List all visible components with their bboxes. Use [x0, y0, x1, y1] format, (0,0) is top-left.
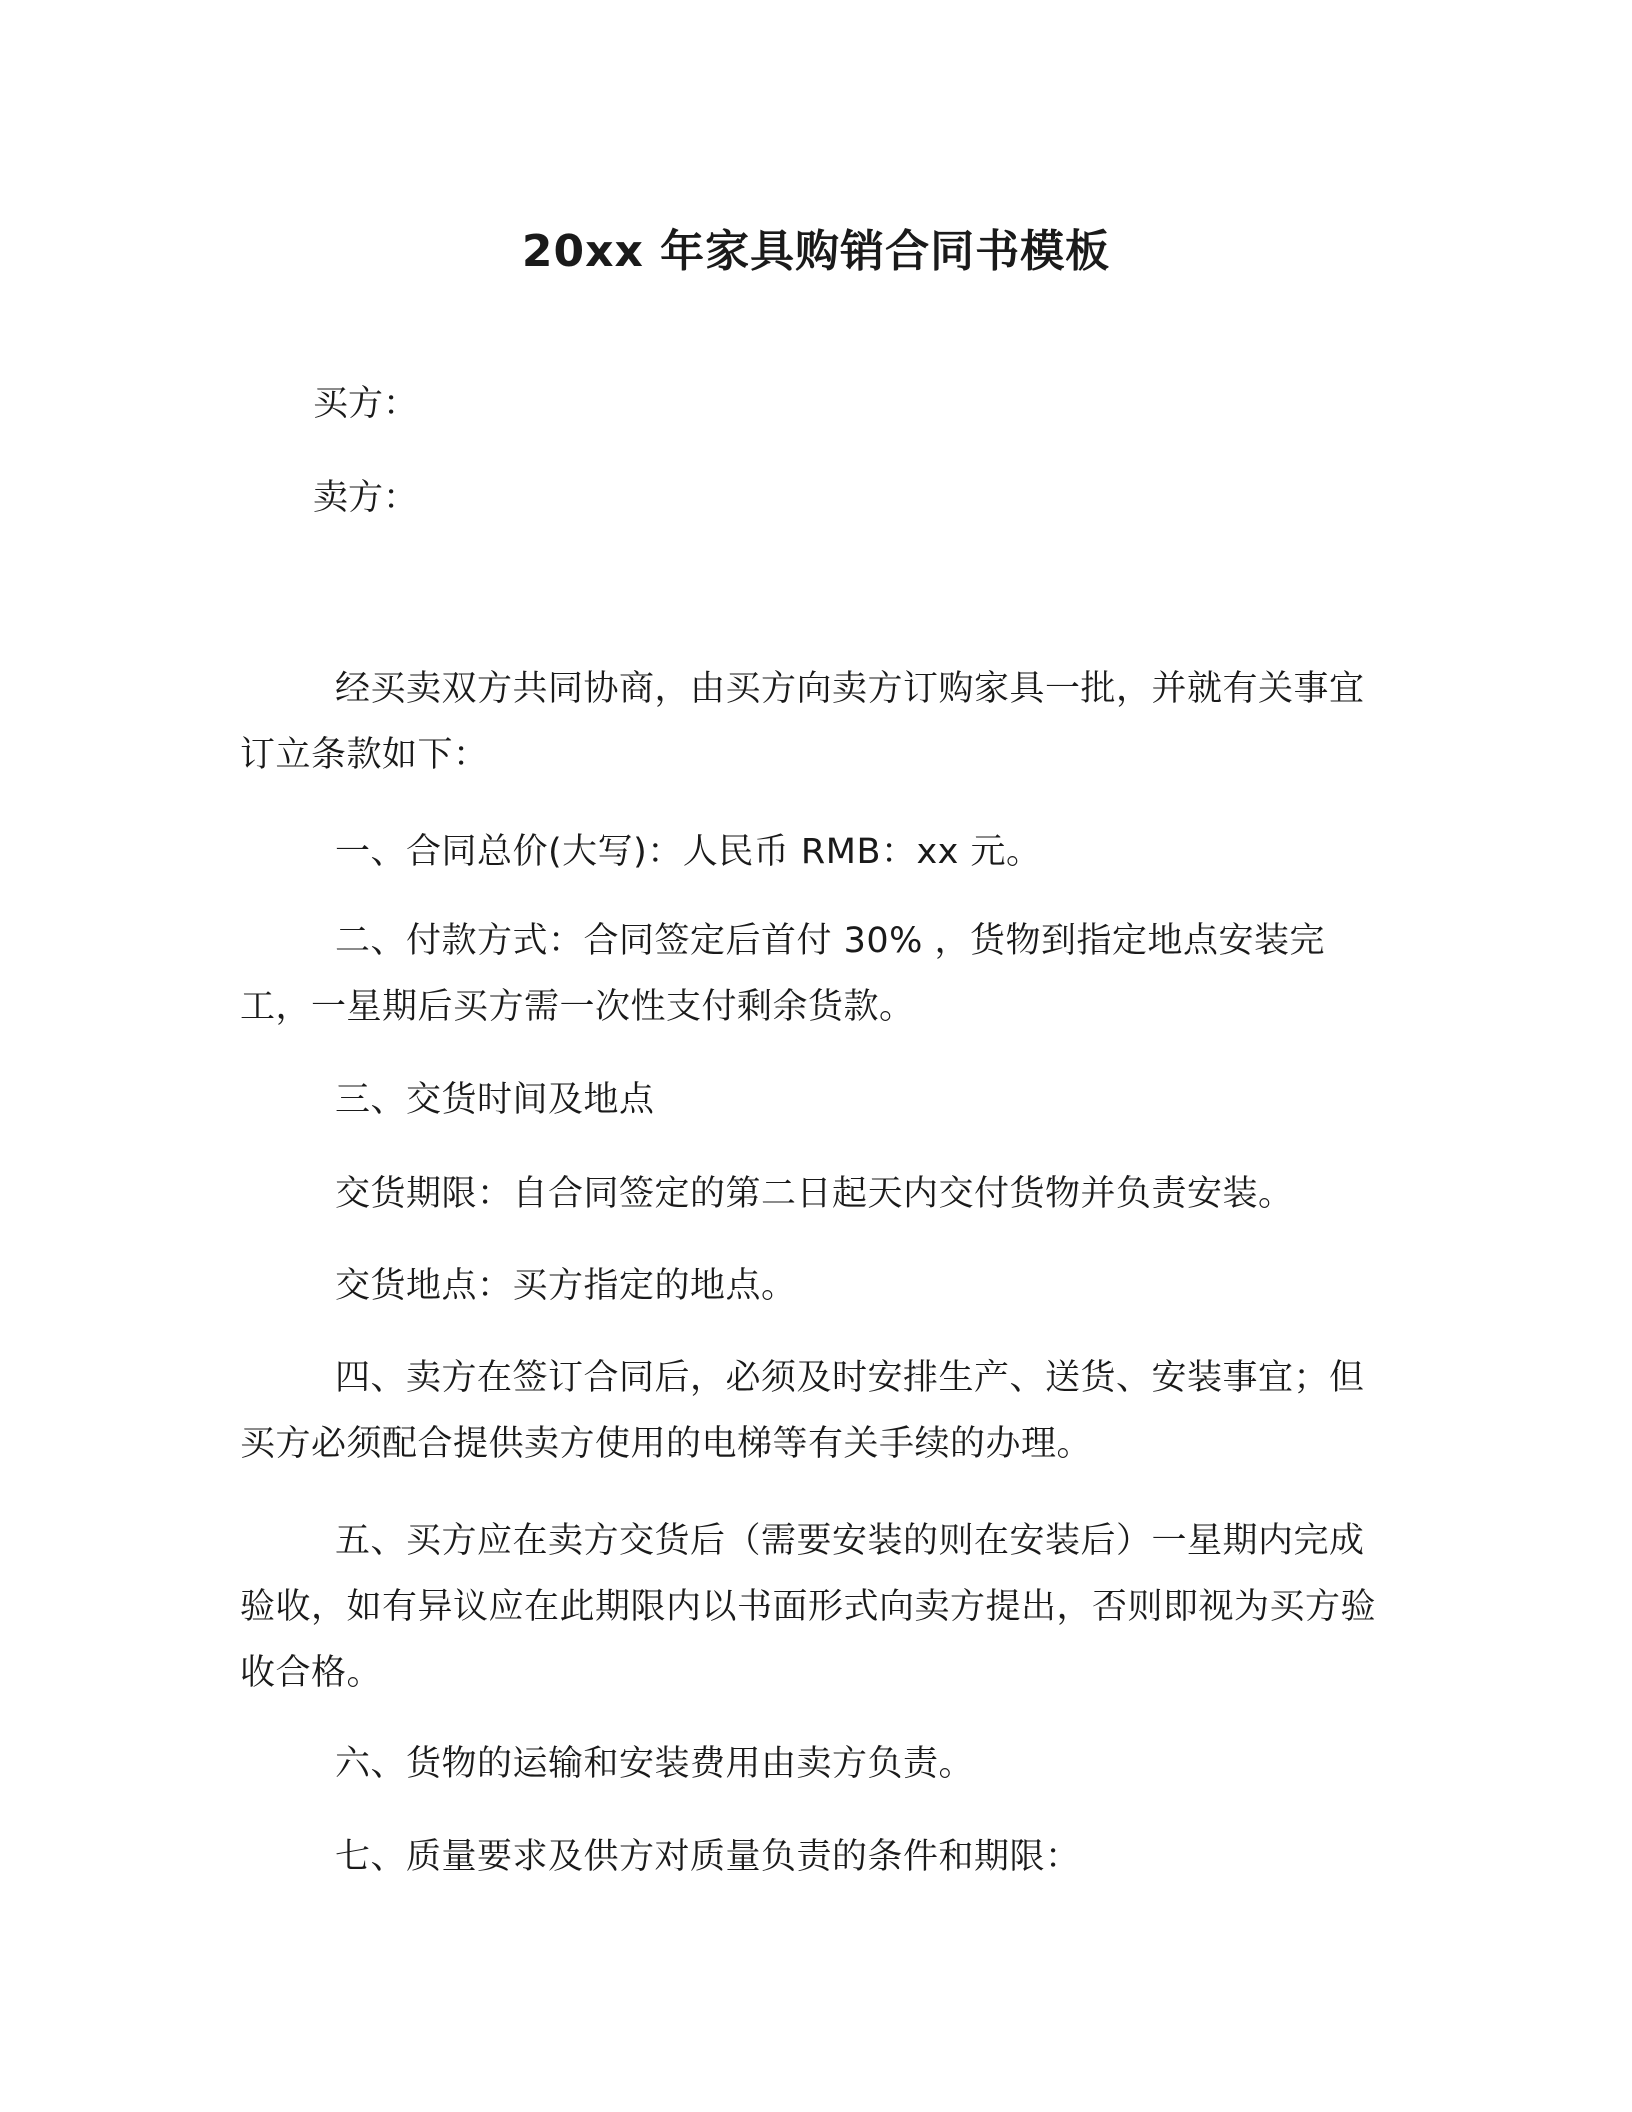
delivery-period: 交货期限：自合同签定的第二日起天内交付货物并负责安装。 — [335, 1174, 1294, 1214]
clause-5: 五、买方应在卖方交货后（需要安装的则在安装后）一星期内完成验收，如有异议应在此期限内以书面形式向卖方提出，否则即视为买方验收合格。 — [240, 1521, 1377, 1693]
delivery-place: 交货地点：买方指定的地点。 — [335, 1266, 797, 1306]
clause-2: 二、付款方式：合同签定后首付 30% ，货物到指定地点安装完工，一星期后买方需一次性支付剩余货款。 — [240, 921, 1326, 1027]
intro-paragraph: 经买卖双方共同协商，由买方向卖方订购家具一批，并就有关事宜订立条款如下： — [240, 669, 1365, 775]
clause-6: 六、货物的运输和安装费用由卖方负责。 — [335, 1744, 975, 1784]
seller-label: 卖方： — [313, 478, 419, 518]
clause-1: 一、合同总价(大写)：人民币 RMB：xx 元。 — [335, 832, 1042, 872]
clause-4: 四、卖方在签订合同后，必须及时安排生产、送货、安装事宜；但买方必须配合提供卖方使用的电梯等有关手续的办理。 — [240, 1358, 1365, 1464]
document-title: 20xx 年家具购销合同书模板 — [521, 226, 1111, 277]
clause-3: 三、交货时间及地点 — [335, 1080, 655, 1120]
clause-7: 七、质量要求及供方对质量负责的条件和期限： — [335, 1837, 1081, 1877]
buyer-label: 买方： — [313, 384, 419, 424]
